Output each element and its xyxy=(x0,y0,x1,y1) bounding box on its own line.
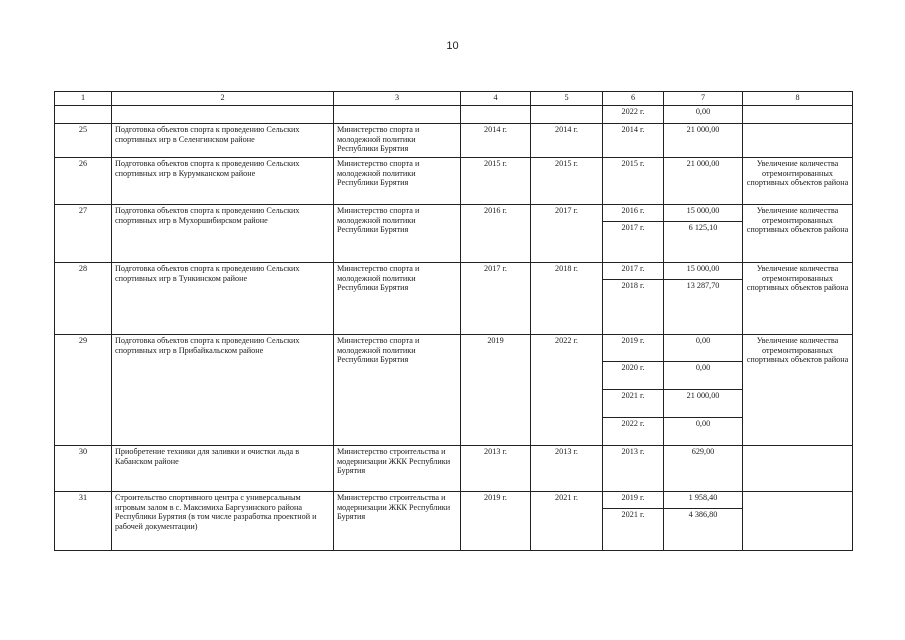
year-cell: 2015 г. xyxy=(603,158,664,205)
measure-name: Приобретение техники для заливки и очистки льда в Кабанском районе xyxy=(112,446,334,492)
agency: Министерство строительства и модернизации ЖКК Республики Бурятия xyxy=(334,492,461,551)
amount-cell: 21 000,00 xyxy=(664,158,743,205)
row-number: 29 xyxy=(55,335,112,446)
header-cell-3: 3 xyxy=(334,92,461,106)
start-year: 2019 xyxy=(461,335,531,446)
end-year: 2021 г. xyxy=(531,492,603,551)
table-row xyxy=(55,205,853,222)
end-year: 2013 г. xyxy=(531,446,603,492)
result-cell xyxy=(743,492,853,551)
end-year: 2014 г. xyxy=(531,124,603,158)
agency: Министерство строительства и модернизации ЖКК Республики Бурятия xyxy=(334,446,461,492)
start-year: 2014 г. xyxy=(461,124,531,158)
year-cell: 2016 г. xyxy=(603,205,664,222)
row-number: 31 xyxy=(55,492,112,551)
year-cell: 2021 г. xyxy=(603,390,664,418)
result-cell: Увеличение количества отремонтированных спортивных объектов района xyxy=(743,263,853,335)
result-cell xyxy=(743,446,853,492)
start-year: 2019 г. xyxy=(461,492,531,551)
measure-name: Строительство спортивного центра с универсальным игровым залом в с. Максимиха Баргузинского района Республики Бурятия (в том числе разработка проектной и рабочей документации) xyxy=(112,492,334,551)
agency: Министерство спорта и молодежной политики Республики Бурятия xyxy=(334,263,461,335)
amount-cell: 21 000,00 xyxy=(664,124,743,158)
row-number: 27 xyxy=(55,205,112,263)
amount-cell: 15 000,00 xyxy=(664,263,743,280)
header-cell-4: 4 xyxy=(461,92,531,106)
amount-cell: 629,00 xyxy=(664,446,743,492)
measure-name: Подготовка объектов спорта к проведению Сельских спортивных игр в Тункинском районе xyxy=(112,263,334,335)
carry-over-row xyxy=(55,106,853,124)
start-year: 2017 г. xyxy=(461,263,531,335)
year-cell: 2022 г. xyxy=(603,418,664,446)
year-cell: 2022 г. xyxy=(603,106,664,124)
measure-name: Подготовка объектов спорта к проведению Сельских спортивных игр в Селенгинском районе xyxy=(112,124,334,158)
year-cell: 2018 г. xyxy=(603,280,664,335)
table-row xyxy=(55,446,853,492)
amount-cell: 15 000,00 xyxy=(664,205,743,222)
measure-name: Подготовка объектов спорта к проведению Сельских спортивных игр в Прибайкальском районе xyxy=(112,335,334,446)
start-year: 2016 г. xyxy=(461,205,531,263)
measure-name: Подготовка объектов спорта к проведению Сельских спортивных игр в Мухоршибирском районе xyxy=(112,205,334,263)
amount-cell: 1 958,40 xyxy=(664,492,743,509)
header-cell-6: 6 xyxy=(603,92,664,106)
result-cell: Увеличение количества отремонтированных спортивных объектов района xyxy=(743,335,853,446)
agency: Министерство спорта и молодежной политики Республики Бурятия xyxy=(334,335,461,446)
table-row xyxy=(55,492,853,509)
table-row xyxy=(55,335,853,362)
amount-cell: 0,00 xyxy=(664,106,743,124)
header-cell-8: 8 xyxy=(743,92,853,106)
header-cell-1: 1 xyxy=(55,92,112,106)
result-cell: Увеличение количества отремонтированных спортивных объектов района xyxy=(743,205,853,263)
header-cell-7: 7 xyxy=(664,92,743,106)
year-cell: 2020 г. xyxy=(603,362,664,390)
row-number: 26 xyxy=(55,158,112,205)
year-cell: 2019 г. xyxy=(603,335,664,362)
year-cell: 2013 г. xyxy=(603,446,664,492)
agency: Министерство спорта и молодежной политики Республики Бурятия xyxy=(334,158,461,205)
start-year: 2013 г. xyxy=(461,446,531,492)
year-cell: 2017 г. xyxy=(603,263,664,280)
table-row xyxy=(55,124,853,158)
amount-cell: 6 125,10 xyxy=(664,222,743,263)
amount-cell: 13 287,70 xyxy=(664,280,743,335)
result-cell xyxy=(743,124,853,158)
header-row xyxy=(55,92,853,106)
result-cell: Увеличение количества отремонтированных спортивных объектов района xyxy=(743,158,853,205)
amount-cell: 0,00 xyxy=(664,418,743,446)
year-cell: 2021 г. xyxy=(603,509,664,551)
row-number: 25 xyxy=(55,124,112,158)
amount-cell: 4 386,80 xyxy=(664,509,743,551)
amount-cell: 0,00 xyxy=(664,362,743,390)
table-row xyxy=(55,158,853,205)
header-cell-5: 5 xyxy=(531,92,603,106)
agency: Министерство спорта и молодежной политики Республики Бурятия xyxy=(334,205,461,263)
table-row xyxy=(55,263,853,280)
year-cell: 2019 г. xyxy=(603,492,664,509)
program-table xyxy=(54,91,853,551)
year-cell: 2014 г. xyxy=(603,124,664,158)
row-number: 30 xyxy=(55,446,112,492)
row-number: 28 xyxy=(55,263,112,335)
end-year: 2018 г. xyxy=(531,263,603,335)
end-year: 2022 г. xyxy=(531,335,603,446)
year-cell: 2017 г. xyxy=(603,222,664,263)
measure-name: Подготовка объектов спорта к проведению Сельских спортивных игр в Курумканском районе xyxy=(112,158,334,205)
agency: Министерство спорта и молодежной политики Республики Бурятия xyxy=(334,124,461,158)
header-cell-2: 2 xyxy=(112,92,334,106)
end-year: 2017 г. xyxy=(531,205,603,263)
amount-cell: 21 000,00 xyxy=(664,390,743,418)
page-number: 10 xyxy=(446,40,459,52)
end-year: 2015 г. xyxy=(531,158,603,205)
amount-cell: 0,00 xyxy=(664,335,743,362)
start-year: 2015 г. xyxy=(461,158,531,205)
